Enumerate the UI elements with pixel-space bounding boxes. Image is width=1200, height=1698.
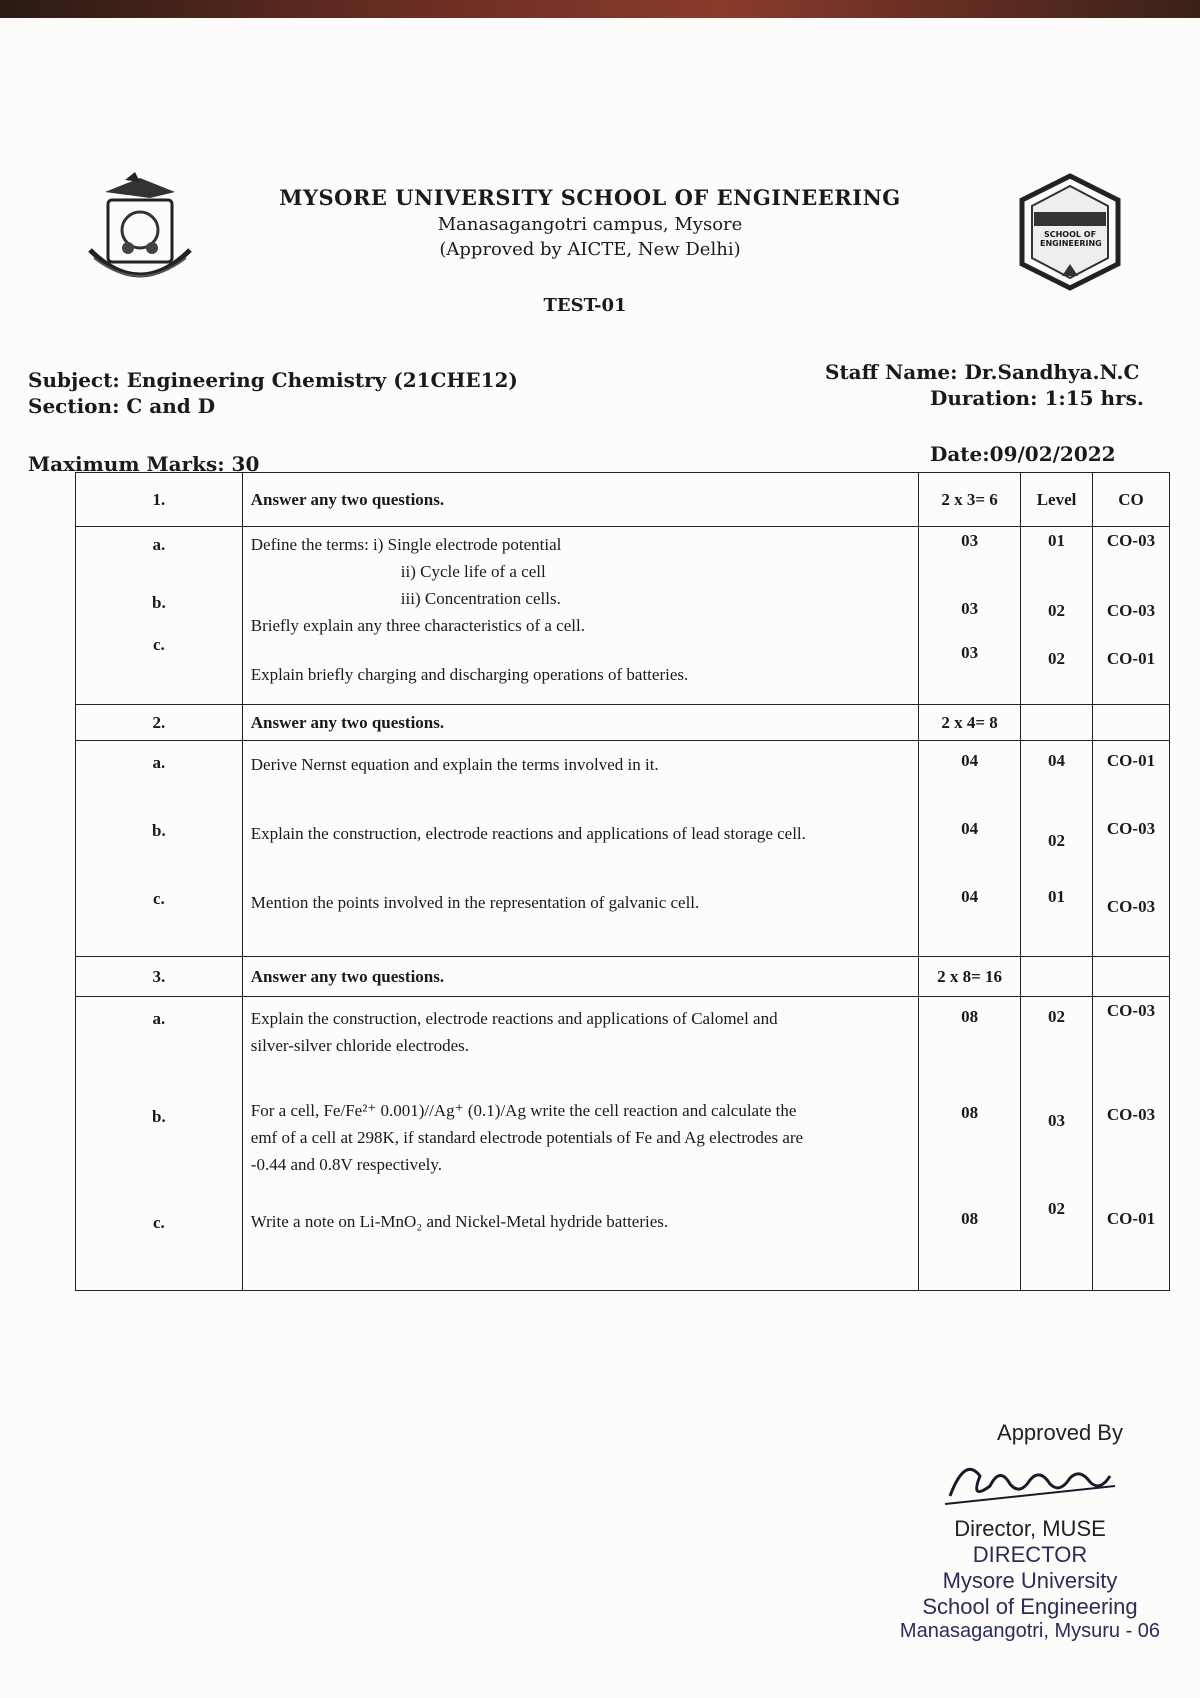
- section-line: Section: C and D: [28, 394, 216, 418]
- item-co: CO-03: [1106, 1105, 1156, 1124]
- co-header: CO: [1093, 473, 1170, 527]
- institution-header: [230, 185, 950, 260]
- signatory-title: Director, MUSE: [954, 1516, 1106, 1541]
- item-marks: 04: [961, 887, 979, 906]
- signature: [880, 1446, 1180, 1516]
- section-marks: 2 x 4= 8: [919, 705, 1021, 741]
- question-text: Briefly explain any three characteristics of a cell.: [250, 616, 585, 635]
- question-text: iii) Concentration cells.: [400, 589, 561, 608]
- question-text: Define the terms: i) Single electrode potential: [250, 535, 562, 554]
- question-group-row: [76, 527, 1170, 705]
- test-title: TEST-01: [543, 295, 627, 316]
- subject-line: Subject: Engineering Chemistry (21CHE12): [28, 368, 518, 392]
- item-co: CO-01: [1106, 1209, 1156, 1228]
- section-header-row: [76, 473, 1170, 527]
- section-instruction: Answer any two questions.: [242, 705, 918, 741]
- question-text: silver-silver chloride electrodes.: [250, 1036, 469, 1055]
- duration: Duration: 1:15 hrs.: [930, 386, 1144, 410]
- section-number: 3.: [76, 957, 243, 997]
- item-marks: 03: [961, 531, 979, 550]
- stamp-line: School of Engineering: [922, 1594, 1138, 1619]
- top-edge-strip: [0, 0, 1200, 18]
- item-label: c.: [152, 635, 165, 654]
- item-level: 01: [1048, 531, 1066, 550]
- approval-line: (Approved by AICTE, New Delhi): [439, 239, 741, 260]
- item-level: 02: [1048, 649, 1066, 668]
- item-label: b.: [152, 593, 166, 612]
- level-header: Level: [1021, 473, 1093, 527]
- question-text: -0.44 and 0.8V respectively.: [250, 1155, 442, 1174]
- item-marks: 08: [961, 1007, 979, 1026]
- section-number: 1.: [76, 473, 243, 527]
- item-label: a.: [152, 753, 166, 772]
- question-text: Mention the points involved in the representation of galvanic cell.: [250, 893, 700, 912]
- approval-block: [880, 1420, 1180, 1643]
- section-instruction: Answer any two questions.: [242, 957, 918, 997]
- item-label: b.: [152, 821, 166, 840]
- campus-line: Manasagangotri campus, Mysore: [437, 214, 743, 235]
- item-co: CO-03: [1106, 819, 1156, 838]
- maximum-marks: Maximum Marks: 30: [28, 452, 260, 476]
- item-label: a.: [152, 535, 166, 554]
- question-text: Explain the construction, electrode reactions and applications of Calomel and: [250, 1009, 778, 1028]
- question-text: Write a note on Li-MnO₂ and Nickel-Metal hydride batteries.: [250, 1212, 669, 1231]
- section-header-row: [76, 957, 1170, 997]
- section-number: 2.: [76, 705, 243, 741]
- item-level: 01: [1048, 887, 1066, 906]
- stamp-line: Manasagangotri, Mysuru - 06: [899, 1620, 1161, 1642]
- logo-text-line2: ENGINEERING: [1040, 239, 1102, 248]
- item-label: c.: [152, 889, 165, 908]
- item-marks: 08: [961, 1103, 979, 1122]
- stamp-line: Mysore University: [942, 1568, 1118, 1593]
- item-level: 04: [1048, 751, 1066, 770]
- school-of-engineering-logo: [1010, 172, 1130, 292]
- item-co: CO-03: [1106, 897, 1156, 916]
- section-instruction: Answer any two questions.: [242, 473, 918, 527]
- item-co: CO-03: [1106, 1001, 1156, 1020]
- item-marks: 04: [961, 751, 979, 770]
- item-marks: 03: [961, 599, 979, 618]
- question-text: Explain the construction, electrode reactions and applications of lead storage cell.: [250, 824, 806, 843]
- item-marks: 08: [961, 1209, 979, 1228]
- item-level: 03: [1048, 1111, 1066, 1130]
- stamp-line: DIRECTOR: [972, 1542, 1088, 1567]
- item-co: CO-01: [1106, 751, 1156, 770]
- item-co: CO-03: [1106, 601, 1156, 620]
- question-group-row: [76, 997, 1170, 1291]
- question-group-row: [76, 741, 1170, 957]
- logo-text-line1: SCHOOL OF: [1043, 230, 1097, 239]
- item-level: 02: [1048, 831, 1066, 850]
- question-text: Explain briefly charging and discharging operations of batteries.: [250, 665, 689, 684]
- section-marks: 2 x 3= 6: [919, 473, 1021, 527]
- item-level: 02: [1048, 1007, 1066, 1026]
- question-table: [75, 472, 1170, 1290]
- item-label: a.: [152, 1009, 166, 1028]
- item-level: 02: [1048, 601, 1066, 620]
- item-co: CO-03: [1106, 531, 1156, 550]
- question-text: For a cell, Fe/Fe²⁺ 0.001)//Ag⁺ (0.1)/Ag write the cell reaction and calculate the: [250, 1101, 797, 1120]
- section-marks: 2 x 8= 16: [919, 957, 1021, 997]
- item-marks: 04: [961, 819, 979, 838]
- institution-name: MYSORE UNIVERSITY SCHOOL OF ENGINEERING: [279, 185, 901, 210]
- section-header-row: [76, 705, 1170, 741]
- approved-by-label: Approved By: [997, 1420, 1123, 1445]
- question-text: ii) Cycle life of a cell: [400, 562, 546, 581]
- staff-name: Staff Name: Dr.Sandhya.N.C: [825, 360, 1140, 384]
- exam-date: Date:09/02/2022: [930, 442, 1116, 466]
- item-label: b.: [152, 1107, 166, 1126]
- item-level: 02: [1048, 1199, 1066, 1218]
- item-label: c.: [152, 1213, 165, 1232]
- university-crest-logo: [80, 170, 200, 300]
- item-co: CO-01: [1106, 649, 1156, 668]
- question-text: Derive Nernst equation and explain the terms involved in it.: [250, 755, 659, 774]
- item-marks: 03: [961, 643, 979, 662]
- question-text: emf of a cell at 298K, if standard electrode potentials of Fe and Ag electrodes are: [250, 1128, 804, 1147]
